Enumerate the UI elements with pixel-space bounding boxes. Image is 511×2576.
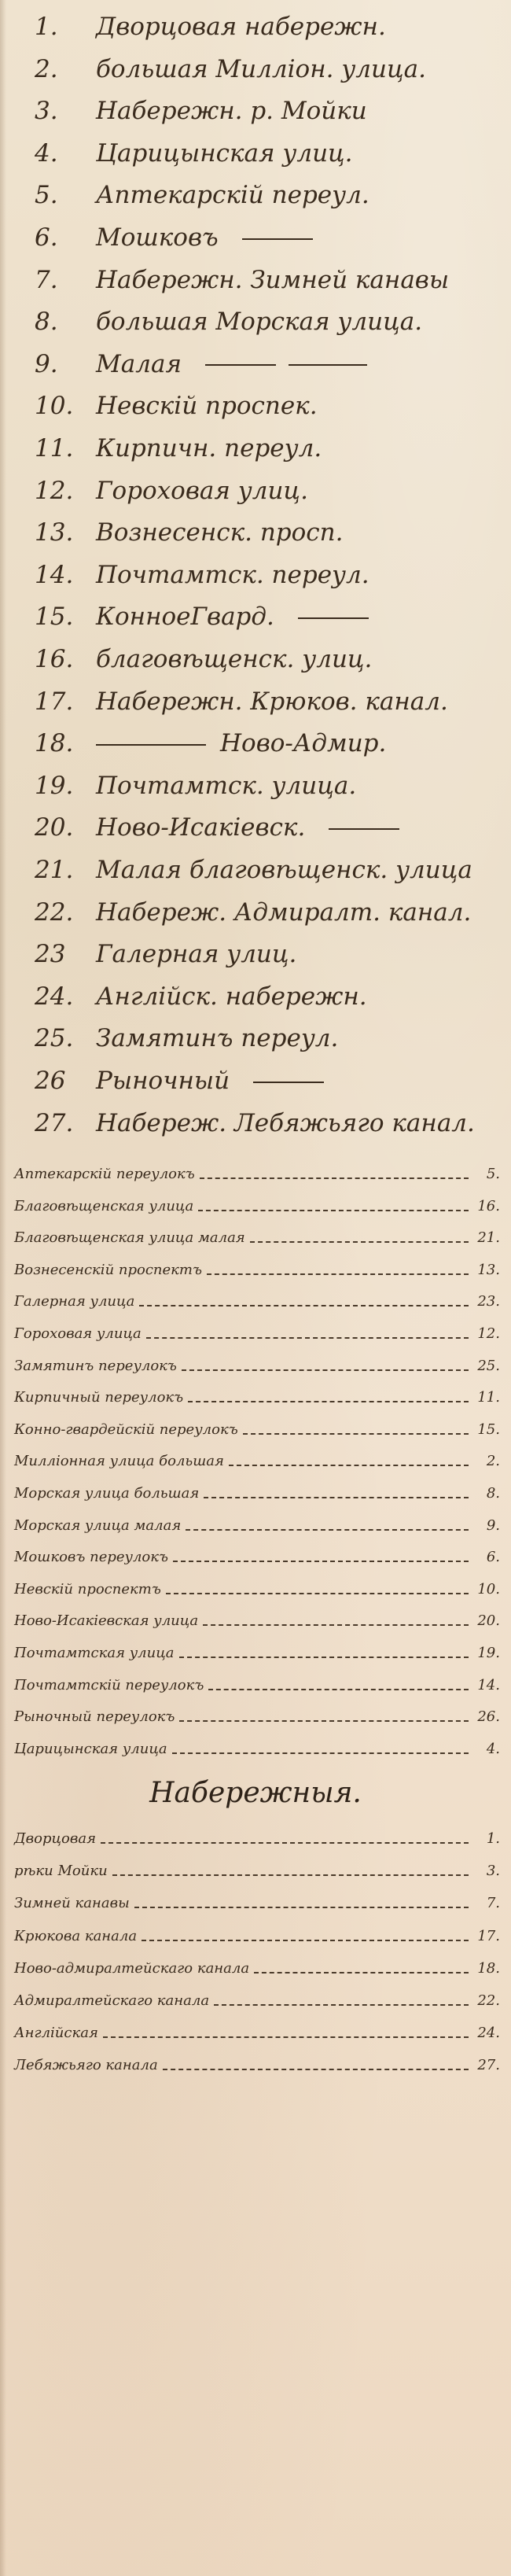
blank-dash <box>289 364 367 366</box>
list-item-number: 10. <box>35 392 74 421</box>
index-entry-name: Гороховая улица <box>14 1325 142 1342</box>
index-row <box>14 1255 500 1286</box>
blank-dash <box>242 238 313 240</box>
index-entry-name: рѣки Мойки <box>14 1863 108 1880</box>
leader-dashes <box>243 1433 469 1435</box>
list-item-text: Аптекарскiй переул. <box>96 181 369 210</box>
leader-dashes <box>188 1401 469 1402</box>
index-entry-name: Ново-адмиралтейскаго канала <box>14 1959 250 1977</box>
leader-dashes <box>163 2069 469 2070</box>
index-entry-name: Рыночный переулокъ <box>14 1708 175 1726</box>
index-entry-page: 24. <box>477 2025 500 2042</box>
list-item-number: 8. <box>35 308 58 337</box>
blank-dash <box>329 828 399 830</box>
handwritten-list-item <box>35 595 506 639</box>
list-item-number: 14. <box>35 560 74 589</box>
list-item-number: 3. <box>35 97 58 126</box>
index-entry-page: 15. <box>477 1421 500 1438</box>
index-row <box>14 1638 500 1669</box>
list-item-text: Набережн. р. Мойки <box>96 97 367 126</box>
list-item-number: 17. <box>35 687 74 716</box>
index-entry-page: 25. <box>477 1357 500 1374</box>
index-row <box>14 1823 500 1855</box>
list-item-text: Набереж. Лебяжьяго канал. <box>96 1108 475 1137</box>
handwritten-list-item <box>35 805 506 849</box>
index-row <box>14 1542 500 1573</box>
index-row <box>14 1191 500 1222</box>
handwritten-list-item <box>35 384 506 428</box>
index-entry-name: Конно-гвардейскiй переулокъ <box>14 1421 238 1438</box>
index-entry-name: Миллiонная улица большая <box>14 1453 224 1470</box>
index-entry-page: 4. <box>486 1740 500 1757</box>
blank-dash <box>253 1082 324 1083</box>
list-item-number: 25. <box>35 1024 74 1053</box>
index-entry-name: Почтамтскiй переулокъ <box>14 1676 204 1693</box>
index-row <box>14 1478 500 1509</box>
index-entry-page: 7. <box>486 1895 500 1912</box>
index-entry-name: Аптекарскiй переулокъ <box>14 1166 195 1182</box>
leader-dashes <box>204 1497 469 1498</box>
list-item-number: 4. <box>35 138 58 168</box>
leader-dashes <box>134 1907 469 1908</box>
handwritten-list-item <box>35 680 506 724</box>
index-row <box>14 1351 500 1382</box>
index-entry-page: 3. <box>486 1863 500 1880</box>
leader-dashes <box>250 1241 469 1243</box>
handwritten-list-item <box>35 426 506 470</box>
handwritten-list-item <box>35 1059 506 1103</box>
handwritten-list-item <box>35 258 506 302</box>
index-row <box>14 1222 500 1254</box>
list-item-text: Вознесенск. просп. <box>96 518 344 547</box>
index-entry-page: 20. <box>477 1612 500 1630</box>
handwritten-list-item <box>35 173 506 217</box>
index-row <box>14 1318 500 1350</box>
list-item-text: большая Миллiон. улица. <box>96 54 426 83</box>
handwritten-list-item <box>35 975 506 1019</box>
index-entry-page: 9. <box>486 1516 500 1534</box>
handwritten-list-item <box>35 469 506 513</box>
index-row <box>14 1286 500 1317</box>
list-item-text: Кирпичн. переул. <box>96 434 322 463</box>
index-entry-page: 10. <box>477 1580 500 1598</box>
index-entry-page: 26. <box>477 1708 500 1726</box>
index-row <box>14 1888 500 1919</box>
index-row <box>14 1159 500 1190</box>
index-row <box>14 1734 500 1765</box>
handwritten-list-item <box>35 1101 506 1145</box>
index-row <box>14 1670 500 1701</box>
leader-dashes <box>146 1337 469 1339</box>
blank-dash <box>96 744 206 746</box>
list-item-text: Ново-Адмир. <box>220 729 387 758</box>
list-item-number: 6. <box>35 223 58 252</box>
index-entry-page: 8. <box>486 1485 500 1502</box>
index-entry-page: 16. <box>477 1197 500 1214</box>
index-entry-page: 22. <box>477 1992 500 2009</box>
index-row <box>14 2050 500 2081</box>
index-row <box>14 1856 500 1887</box>
handwritten-list-item <box>35 764 506 808</box>
handwritten-list-item <box>35 890 506 934</box>
handwritten-list-item <box>35 1016 506 1060</box>
index-row <box>14 1510 500 1542</box>
list-item-number: 18. <box>35 729 74 758</box>
leader-dashes <box>200 1177 469 1179</box>
handwritten-list-item <box>35 131 506 175</box>
handwritten-list-item <box>35 553 506 597</box>
index-entry-name: Морская улица малая <box>14 1516 182 1534</box>
index-entry-name: Крюкова канала <box>14 1927 138 1944</box>
leader-dashes <box>101 1842 469 1844</box>
handwritten-list-item <box>35 932 506 976</box>
handwritten-list-item <box>35 342 506 386</box>
index-entry-page: 23. <box>477 1293 500 1310</box>
leader-dashes <box>179 1657 469 1658</box>
list-item-text: Почтамтск. улица. <box>96 771 357 800</box>
index-entry-name: Морская улица большая <box>14 1485 200 1502</box>
index-entry-page: 14. <box>477 1676 500 1693</box>
list-item-number: 15. <box>35 603 74 632</box>
index-entry-page: 17. <box>477 1927 500 1944</box>
leader-dashes <box>198 1210 469 1211</box>
list-item-number: 7. <box>35 265 58 294</box>
index-entry-page: 11. <box>477 1389 500 1406</box>
index-row <box>14 1446 500 1477</box>
leader-dashes <box>254 1972 469 1973</box>
handwritten-list-item <box>35 300 506 344</box>
index-entry-name: Мошковъ переулокъ <box>14 1549 169 1566</box>
list-item-text: Мошковъ <box>96 223 219 252</box>
handwritten-list-item <box>35 89 506 133</box>
index-row <box>14 1414 500 1446</box>
index-entry-name: Благовѣщенская улица <box>14 1197 194 1214</box>
blank-dash <box>205 364 276 366</box>
leader-dashes <box>139 1305 469 1306</box>
list-item-text: Дворцовая набережн. <box>96 13 386 41</box>
leader-dashes <box>182 1369 469 1371</box>
index-entry-page: 1. <box>486 1830 500 1847</box>
leader-dashes <box>173 1561 469 1562</box>
page-edge-shadow <box>0 0 6 2576</box>
list-item-text: Гороховая улиц. <box>96 476 308 505</box>
list-item-number: 20. <box>35 813 74 842</box>
list-item-text: Набережн. Крюков. канал. <box>96 687 448 716</box>
list-item-text: Невскiй проспек. <box>96 392 318 421</box>
list-item-text: Замятинъ переул. <box>96 1024 339 1053</box>
index-entry-page: 21. <box>477 1229 500 1247</box>
leader-dashes <box>214 2004 469 2006</box>
handwritten-list-item <box>35 637 506 681</box>
leader-dashes <box>203 1624 469 1626</box>
list-item-text: Рыночный <box>96 1067 230 1095</box>
leader-dashes <box>172 1752 469 1754</box>
leader-dashes <box>207 1273 469 1275</box>
index-entry-page: 27. <box>477 2057 500 2074</box>
leader-dashes <box>186 1529 469 1531</box>
index-entry-page: 19. <box>477 1645 500 1661</box>
index-entry-page: 18. <box>477 1959 500 1977</box>
index-entry-name: Адмиралтейскаго канала <box>14 1992 210 2009</box>
list-item-text: Ново-Исакiевск. <box>96 813 306 842</box>
index-entry-name: Дворцовая <box>14 1830 96 1847</box>
list-item-number: 5. <box>35 181 58 210</box>
index-row <box>14 2018 500 2049</box>
index-entry-page: 6. <box>486 1549 500 1566</box>
index-entry-name: Вознесенскiй проспектъ <box>14 1261 202 1278</box>
list-item-text: Набережн. Зимней канавы <box>96 265 450 294</box>
index-row <box>14 1701 500 1733</box>
handwritten-list-item <box>35 216 506 260</box>
index-entry-name: Лебяжьяго канала <box>14 2057 158 2074</box>
handwritten-list-item <box>35 47 506 91</box>
list-item-text: благовѣщенск. улиц. <box>96 645 373 673</box>
index-row <box>14 1605 500 1637</box>
list-item-number: 27. <box>35 1108 74 1137</box>
list-item-number: 26 <box>35 1067 66 1095</box>
index-row <box>14 1985 500 2017</box>
index-row <box>14 1382 500 1413</box>
handwritten-list-item <box>35 721 506 765</box>
index-entry-name: Невскiй проспектъ <box>14 1580 161 1598</box>
list-item-number: 13. <box>35 518 74 547</box>
list-item-number: 12. <box>35 476 74 505</box>
index-entry-name: Замятинъ переулокъ <box>14 1357 177 1374</box>
index-entry-page: 12. <box>477 1325 500 1342</box>
index-entry-name: Почтамтская улица <box>14 1645 175 1661</box>
list-item-number: 2. <box>35 54 58 83</box>
leader-dashes <box>103 2036 469 2038</box>
leader-dashes <box>142 1940 469 1941</box>
list-item-number: 16. <box>35 645 74 673</box>
list-item-text: Малая благовѣщенск. улица <box>96 856 472 884</box>
index-entry-name: Англiйская <box>14 2025 98 2042</box>
leader-dashes <box>112 1874 469 1876</box>
list-item-text: Набереж. Адмиралт. канал. <box>96 897 472 927</box>
index-entry-page: 13. <box>477 1261 500 1278</box>
index-entry-name: Царицынская улица <box>14 1740 167 1757</box>
list-item-text: Англiйск. набережн. <box>96 982 367 1011</box>
handwritten-list-item <box>35 5 506 49</box>
index-entry-page: 2. <box>486 1453 500 1470</box>
list-item-number: 1. <box>35 13 58 41</box>
leader-dashes <box>208 1689 469 1690</box>
list-item-number: 19. <box>35 771 74 800</box>
index-entry-page: 5. <box>486 1166 500 1182</box>
list-item-text: Малая <box>96 349 182 378</box>
list-item-text: большая Морская улица. <box>96 308 423 337</box>
handwritten-list-item <box>35 510 506 555</box>
index-row <box>14 1953 500 1985</box>
list-item-text: КонноеГвард. <box>96 603 274 632</box>
handwritten-list-item <box>35 848 506 892</box>
leader-dashes <box>229 1465 469 1466</box>
blank-dash <box>298 617 369 619</box>
index-row <box>14 1574 500 1605</box>
list-item-number: 23 <box>35 940 66 969</box>
index-entry-name: Ново-Исакiевская улица <box>14 1612 199 1630</box>
section-title-embankments: Набережныя. <box>149 1777 362 1809</box>
index-row <box>14 1921 500 1952</box>
list-item-number: 21. <box>35 856 74 884</box>
list-item-number: 24. <box>35 982 74 1011</box>
list-item-number: 22. <box>35 897 74 927</box>
index-entry-name: Галерная улица <box>14 1293 135 1310</box>
list-item-number: 9. <box>35 349 58 378</box>
index-entry-name: Кирпичный переулокъ <box>14 1389 184 1406</box>
list-item-number: 11. <box>35 434 74 463</box>
list-item-text: Царицынская улиц. <box>96 138 353 168</box>
index-entry-name: Зимней канавы <box>14 1895 130 1912</box>
leader-dashes <box>166 1593 469 1594</box>
list-item-text: Почтамтск. переул. <box>96 560 369 589</box>
leader-dashes <box>179 1720 469 1722</box>
list-item-text: Галерная улиц. <box>96 940 297 969</box>
index-entry-name: Благовѣщенская улица малая <box>14 1229 245 1247</box>
